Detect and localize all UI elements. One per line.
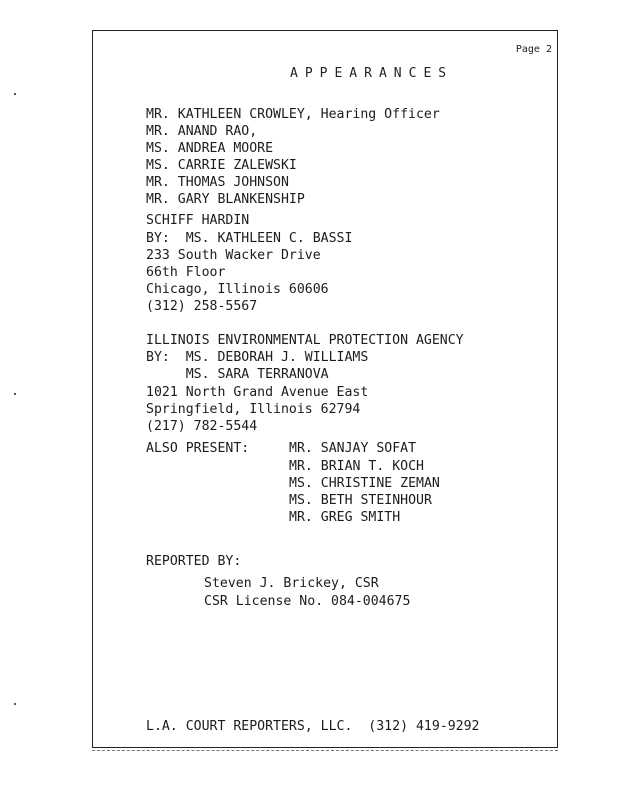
page-number: Page 2 [515, 44, 552, 55]
scan-speck [14, 703, 16, 705]
bottom-rule [92, 750, 558, 751]
firm-line: Chicago, Illinois 60606 [146, 282, 329, 297]
also-present-name: MR. SANJAY SOFAT [289, 441, 417, 456]
page-title: APPEARANCES [290, 66, 454, 81]
reporter-license: CSR License No. 084-004675 [204, 594, 411, 609]
also-present-name: MR. BRIAN T. KOCH [289, 459, 424, 474]
firm-line: BY: MS. KATHLEEN C. BASSI [146, 231, 353, 246]
agency-line: BY: MS. DEBORAH J. WILLIAMS [146, 350, 369, 365]
attendee-line: MR. GARY BLANKENSHIP [146, 192, 305, 207]
also-present-name: MS. BETH STEINHOUR [289, 493, 432, 508]
firm-line: SCHIFF HARDIN [146, 213, 250, 228]
firm-line: (312) 258-5567 [146, 299, 258, 314]
firm-line: 66th Floor [146, 265, 226, 280]
agency-line: 1021 North Grand Avenue East [146, 385, 369, 400]
agency-line: ILLINOIS ENVIRONMENTAL PROTECTION AGENCY [146, 333, 464, 348]
reporter-name: Steven J. Brickey, CSR [204, 576, 379, 591]
attendee-line: MR. THOMAS JOHNSON [146, 175, 289, 190]
attendee-line: MR. KATHLEEN CROWLEY, Hearing Officer [146, 107, 440, 122]
scan-speck [14, 93, 16, 95]
agency-line: Springfield, Illinois 62794 [146, 402, 361, 417]
attendee-line: MS. ANDREA MOORE [146, 141, 274, 156]
firm-line: 233 South Wacker Drive [146, 248, 321, 263]
also-present-name: MS. CHRISTINE ZEMAN [289, 476, 440, 491]
attendee-line: MR. ANAND RAO, [146, 124, 258, 139]
agency-line: MS. SARA TERRANOVA [146, 367, 329, 382]
reported-by-label: REPORTED BY: [146, 554, 242, 569]
also-present-label: ALSO PRESENT: [146, 441, 250, 456]
scan-speck [14, 393, 16, 395]
attendee-line: MS. CARRIE ZALEWSKI [146, 158, 297, 173]
court-reporter-footer: L.A. COURT REPORTERS, LLC. (312) 419-9292 [146, 719, 480, 734]
also-present-name: MR. GREG SMITH [289, 510, 401, 525]
agency-line: (217) 782-5544 [146, 419, 258, 434]
